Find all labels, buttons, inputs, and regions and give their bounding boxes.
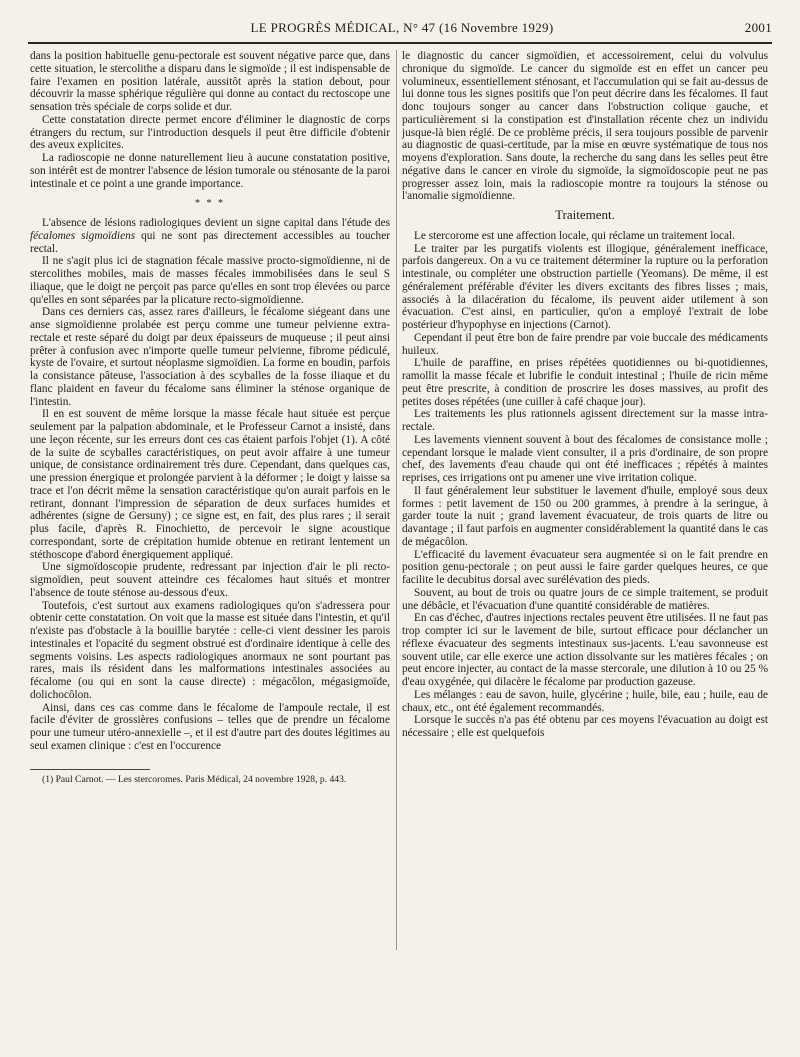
footnote-rule [30, 769, 150, 770]
paragraph: Souvent, au bout de trois ou quatre jours de ce simple traitement, se produit une débâcle, et l'évacuation d'une quantité considérable de matières. [402, 586, 768, 612]
paragraph: Ainsi, dans ces cas comme dans le fécalome de l'ampoule rectale, il est facile d'éviter de grossières confusions – telles que de prendre un fécalome pour une tumeur utéro-annexielle –, et il est d'autre part des doutes légitimes au seul examen clinique : c'est en l'occurence [30, 701, 390, 752]
paragraph: Il ne s'agit plus ici de stagnation fécale massive procto-sigmoïdienne, ni de stercolithes mobiles, mais de masses fécales immobilisées dans le seul S iliaque, que le doigt ne perçoit pas parce qu'elles en sont trop élevées ou parce qu'elles en sont séparées par la plicature recto-sigmoïdienne. [30, 255, 390, 306]
section-separator: * * * [195, 198, 225, 210]
section-title: Traitement. [555, 207, 615, 222]
paragraph: Cependant il peut être bon de faire prendre par voie buccale des médicaments huileux. [402, 331, 768, 357]
paragraph: Il en est souvent de même lorsque la masse fécale haut située est perçue seulement par la palpation abdominale, et le Professeur Carnot a insisté, dans une leçon récente, sur les erreurs dont ces cas étaient parfois l'objet (1). A côté de la suite de scyballes caractéristiques, on peut avoir affaire à une tumeur unique, de consistance ordinairement très dure. Cependant, dans quelques cas, une pression énergique et prolongée parvient à la déformer ; le doigt y laisse sa trace et l'on décrit même la sensation caractéristique qu'on aurait parfois en le retirant, donnant l'impression de séparation de deux surfaces humides et adhérentes (signe de Gersuny) ; ce signe est, en fait, des plus rares ; il serait plus facile, d'après R. Finochietto, de percevoir le signe acoustique correspondant, sorte de crépitation humide obtenue en retirant lentement un stéthoscope d'abord énergiquement appliqué. [30, 408, 390, 561]
left-column [30, 50, 390, 785]
paragraph: La radioscopie ne donne naturellement lieu à aucune constatation positive, son intérêt est de montrer l'absence de lésion tumorale ou sténosante de la paroi intestinale et ce point a une grande importance. [30, 152, 390, 190]
paragraph: En cas d'échec, d'autres injections rectales peuvent être utilisées. Il ne faut pas trop compter ici sur le lavement de bile, surtout efficace pour déclancher un réflexe évacuateur des segments intestinaux sus-jacents. L'eau savonneuse est souvent utile, car elle exerce une action dissolvante sur les matières fécales ; on peut encore injecter, au contact de la masse stercorale, une dilution à 10 ou 25 % d'eau oxygénée, qui dilacère le fécalome par production gazeuse. [402, 612, 768, 688]
paragraph: Une sigmoïdoscopie prudente, redressant par injection d'air le pli recto-sigmoïdien, peut souvent atteindre ces fécalomes haut situés et montrer l'absence de toute sténose au-dessous d'eux. [30, 561, 390, 599]
paragraph: L'efficacité du lavement évacuateur sera augmentée si on le fait prendre en position genu-pectorale ; on peut aussi le faire garder quelques heures, ce que facilite le decubitus dorsal avec surélévation des pieds. [402, 548, 768, 586]
paragraph [30, 217, 390, 255]
paragraph: le diagnostic du cancer sigmoïdien, et accessoirement, celui du volvulus chronique du sigmoïde. Le cancer du sigmoïde est en effet un cancer peu volumineux, essentiellement sténosant, et l'accumulation qui se fait au-dessus de lui donne tous les signes positifs que l'on peut décrire dans les fécalomes. Il faut donc toujours songer au cancer dans l'obstruction colique gauche, et particulièrement si la constipation est d'installation récente chez un individu jusque-là bien réglé. De ce problème précis, il sera toujours possible de parvenir au diagnostic de quasi-certitude, par la mise en œuvre systématique de tous nos moyens d'exploration. Sans doute, la recherche du sang dans les selles peut être négative dans le cancer en virole du sigmoïde, la sigmoïdoscopie peut ne pas progresser assez loin, mais la radioscopie montre ra toujours la sténose ou l'anomalie sigmoïdienne. [402, 50, 768, 203]
paragraph: Les mélanges : eau de savon, huile, glycérine ; huile, bile, eau ; huile, eau de chaux, etc., ont été également recommandés. [402, 688, 768, 714]
paragraph: Cette constatation directe permet encore d'éliminer le diagnostic de corps étrangers du rectum, sur l'introduction desquels il peut être difficile d'obtenir des aveux explicites. [30, 113, 390, 152]
text-run: qui ne sont pas directement accessibles au toucher rectal. [30, 229, 390, 255]
column-divider [396, 50, 397, 950]
paragraph: L'huile de paraffine, en prises répétées quotidiennes ou bi-quotidiennes, ramollit la masse fécale et lubrifie le conduit intestinal ; l'huile de ricin même peut être prescrite, à condition de proscrire les doses massives, au profit des petites doses répétées (une cuiller à café chaque jour). [402, 357, 768, 408]
paragraph: Il faut généralement leur substituer le lavement d'huile, employé sous deux formes : petit lavement de 150 ou 200 grammes, à prendre à la seringue, à garder toute la nuit ; grand lavement évacuateur, de trois quarts de litre ou davantage ; il faut parfois en augmenter considérablement la quantité dans le cas de mégacôlon. [402, 484, 768, 548]
italic-term: fécalomes sigmoïdiens [30, 229, 136, 242]
paragraph: Le traiter par les purgatifs violents est illogique, généralement inefficace, parfois dangereux. On a vu ce traitement déterminer la rupture ou la perforation intestinale, ou compléter une obstruction partielle (Yeomans). De même, il est généralement préférable d'éviter les divers excitants des fibres lisses ; mais, associés à la dilacération du fécalome, ils peuvent aider utilement à son évacuation. C'est ainsi, en particulier, qu'on a employé l'extrait de lobe postérieur d'hypophyse en injections (Carnot). [402, 242, 768, 331]
paragraph: Les lavements viennent souvent à bout des fécalomes de consistance molle ; cependant lorsque le malade vient consulter, il a pris d'ordinaire, de son propre chef, des lavements d'eau chaude qui ont été inefficaces ; répétés à maintes reprises, ces irrigations ont pu amener une vive irritation colique. [402, 433, 768, 484]
page-number: 2001 [744, 20, 772, 35]
header-rule [28, 42, 772, 44]
paragraph: Lorsque le succès n'a pas été obtenu par ces moyens l'évacuation au doigt est nécessaire ; elle est quelquefois [402, 714, 768, 739]
paragraph: Toutefois, c'est surtout aux examens radiologiques qu'on s'adressera pour obtenir cette constatation. On voit que la masse est située dans l'intestin, et qu'il n'existe pas d'obstacle à la bouillie barytée : celle-ci vient dessiner les parois intestinales et l'opacité du segment obstrué est d'ordinaire identique à celle des segments voisins. Les aspects radiologiques anormaux ne sont pourtant pas rares, mais ils résident dans les malformations intestinales associées au fécalome (ou qui en sont la cause directe) : mégacôlon, mégasigmoïde, dolichocôlon. [30, 599, 390, 701]
footnote [30, 774, 390, 786]
paragraph: Dans ces derniers cas, assez rares d'ailleurs, le fécalome siégeant dans une anse sigmoïdienne prolabée est perçu comme une tumeur pelvienne extra-rectale et reste séparé du doigt par deux épaisseurs de muqueuse ; il peut ainsi prêter à confusion avec n'importe quelle tumeur pelvienne, fibrome pédiculé, kyste de l'ovaire, et surtout néoplasme sigmoïdien. La forme en boudin, parfois la consistance pâteuse, l'association à des scyballes de la fosse iliaque et du flanc plaident en faveur du fécalome sans éliminer la sténose organique de l'intestin. [30, 306, 390, 408]
text-run: L'absence de lésions radiologiques devient un signe capital dans l'étude des [42, 217, 390, 229]
paragraph: dans la position habituelle genu-pectorale est souvent négative parce que, dans cette situation, le stercolithe a disparu dans le sigmoïde ; il est indispensable de faire l'examen en position latérale, aussitôt après la station debout, pour découvrir la masse sphérique régulière qui donne au contact du rectoscope une sensation très spéciale de corps solide et dur. [30, 50, 390, 113]
right-column [402, 50, 768, 740]
footnote-text: (1) Paul Carnot. — Les stercoromes. Paris Médical, 24 novembre 1928, p. 443. [42, 773, 347, 785]
paragraph: Les traitements les plus rationnels agissent directement sur la masse intra-rectale. [402, 408, 768, 433]
journal-title: LE PROGRÈS MÉDICAL, N° 47 (16 Novembre 1929) [250, 20, 554, 35]
page-header [32, 20, 772, 42]
paragraph: Le stercorome est une affection locale, qui réclame un traitement local. [414, 229, 735, 242]
